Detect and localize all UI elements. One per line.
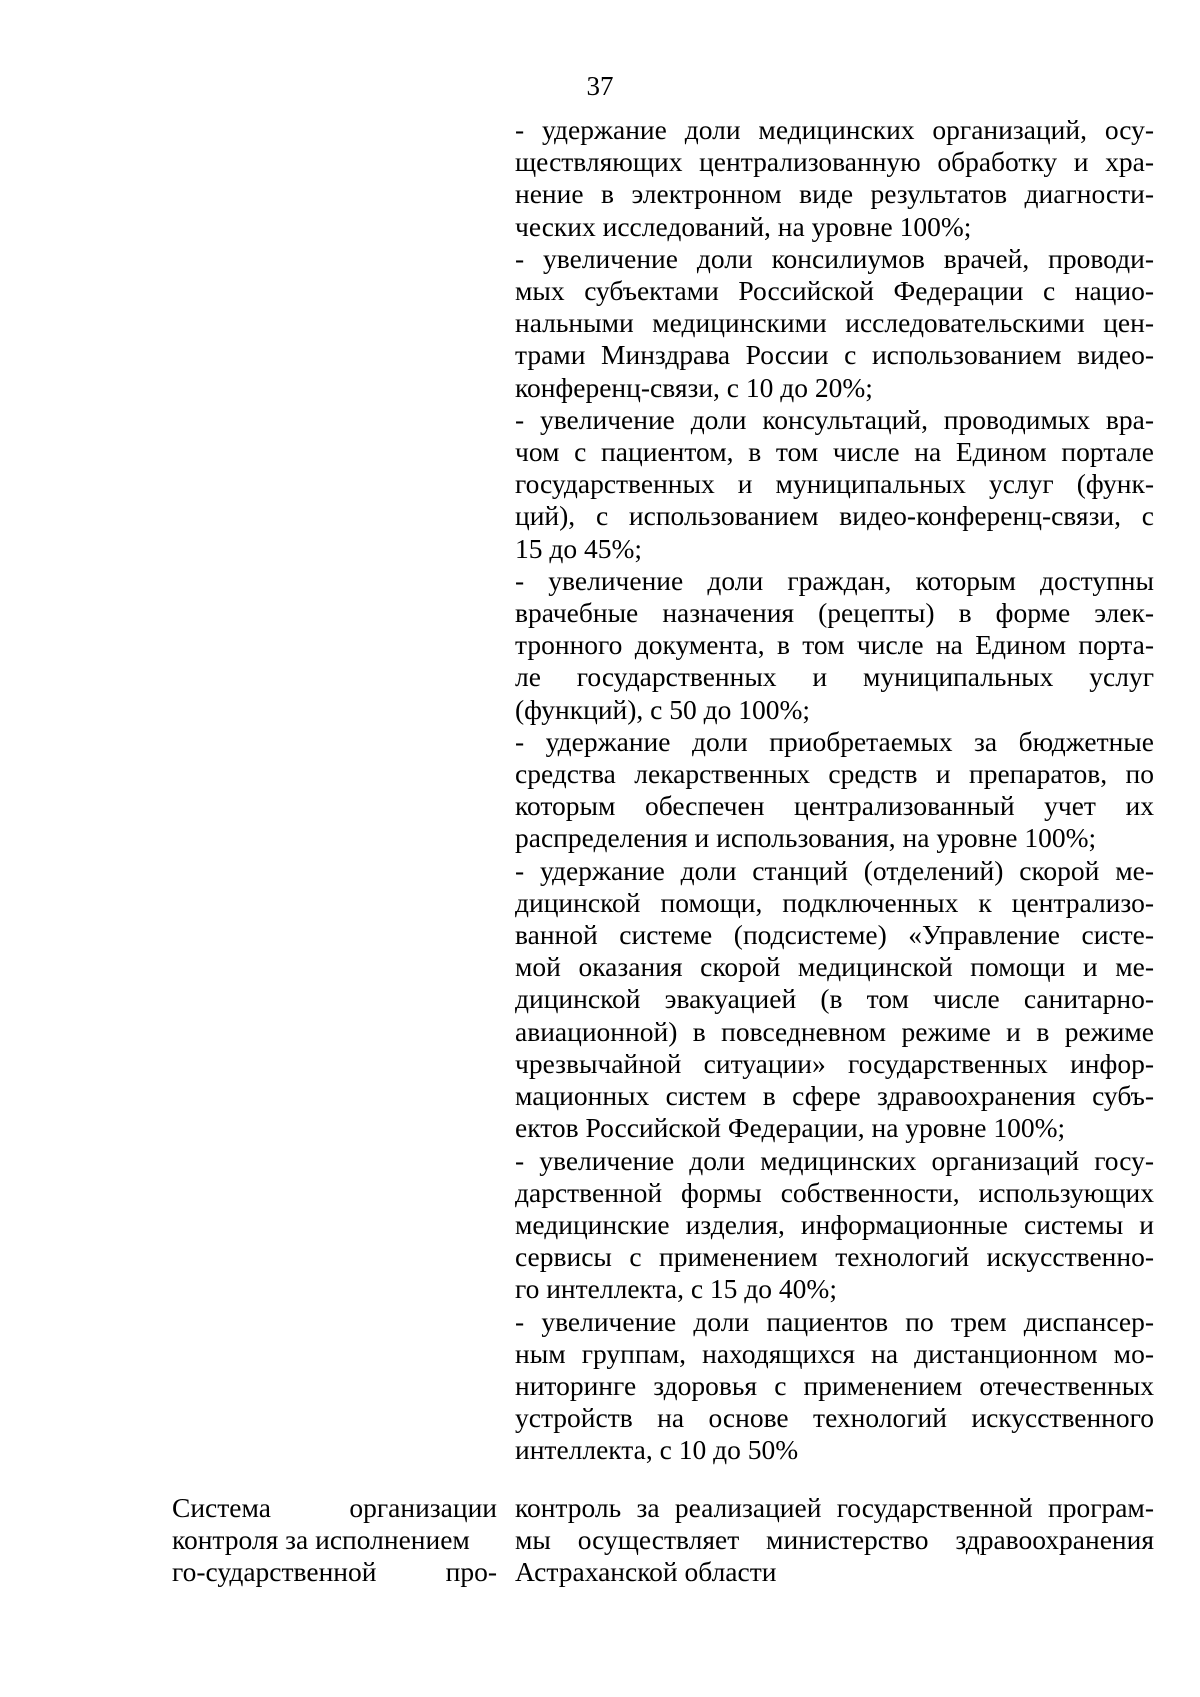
text-line: медицинские изделия, информационные системы и [515,1208,1154,1240]
text-line: - удержание доли станций (отделений) скорой ме- [515,854,1154,886]
text-line: конференц-связи, с 10 до 20%; [515,371,873,403]
text-line: го интеллекта, с 15 до 40%; [515,1273,837,1305]
text-line: ществляющих централизованную обработку и хра- [515,146,1154,178]
value-line: контроль за реализацией государственной програм- [515,1492,1154,1523]
text-line: дицинской помощи, подключенных к централизо- [515,886,1154,918]
text-line: мой оказания скорой медицинской помощи и ме- [515,951,1154,983]
text-line: (функций), с 50 до 100%; [515,693,811,725]
page-number: 37 [586,71,614,101]
text-line: - увеличение доли консилиумов врачей, проводи- [515,242,1154,274]
text-line: трами Минздрава России с использованием видео- [515,339,1154,371]
text-line: сервисы с применением технологий искусственно- [515,1241,1154,1273]
text-line: устройств на основе технологий искусственного [515,1402,1154,1434]
text-line: ванной системе (подсистеме) «Управление систе- [515,919,1154,951]
text-line: распределения и использования, на уровне 100%; [515,822,1097,854]
text-line: нение в электронном виде результатов диагности- [515,178,1154,210]
text-line: государственных и муниципальных услуг (функ- [515,468,1154,500]
label-line: контроля за исполнением [172,1524,470,1556]
text-line: - увеличение доли пациентов по трем диспансер- [515,1305,1154,1337]
text-line: - увеличение доли граждан, которым доступны [515,564,1154,596]
value-line: мы осуществляет министерство здравоохранения [515,1524,1154,1556]
control-system-value [515,1492,1154,1589]
value-line: Астраханской области [515,1556,777,1588]
text-line: - удержание доли медицинских организаций, осу- [515,114,1154,145]
text-line: мационных систем в сфере здравоохранения субъ- [515,1080,1154,1112]
text-line: - увеличение доли медицинских организаций госу- [515,1144,1154,1176]
text-line: нальными медицинскими исследовательскими цен- [515,307,1154,339]
text-line: средства лекарственных средств и препаратов, по [515,758,1154,790]
label-line: го-сударственной про- [172,1556,497,1588]
text-line: 15 до 45%; [515,532,643,564]
text-line: интеллекта, с 10 до 50% [515,1434,799,1466]
text-line: врачебные назначения (рецепты) в форме элек- [515,597,1154,629]
text-line: чрезвычайной ситуации» государственных инфор- [515,1047,1154,1079]
text-line: - увеличение доли консультаций, проводимых вра- [515,403,1154,435]
text-line: ций), с использованием видео-конференц-связи, с [515,500,1154,532]
text-line: дарственной формы собственности, использующих [515,1176,1154,1208]
text-line: тронного документа, в том числе на Едином порта- [515,629,1154,661]
text-line: ектов Российской Федерации, на уровне 100%; [515,1112,1066,1144]
text-line: ниторинге здоровья с применением отечественных [515,1369,1154,1401]
text-line: авиационной) в повседневном режиме и в режиме [515,1015,1154,1047]
text-line: - удержание доли приобретаемых за бюджетные [515,725,1154,757]
text-line: ным группам, находящихся на дистанционном мо- [515,1337,1154,1369]
text-line: ческих исследований, на уровне 100%; [515,210,972,242]
text-line: дицинской эвакуацией (в том числе санитарно- [515,983,1154,1015]
text-line: которым обеспечен централизованный учет их [515,790,1154,822]
text-line: чом с пациентом, в том числе на Едином портале [515,436,1154,468]
indicators-text [515,114,1154,1467]
text-line: ле государственных и муниципальных услуг [515,661,1154,693]
text-line: мых субъектами Российской Федерации с нацио- [515,275,1154,307]
control-system-label [172,1492,497,1589]
label-line: Система организации [172,1492,497,1523]
